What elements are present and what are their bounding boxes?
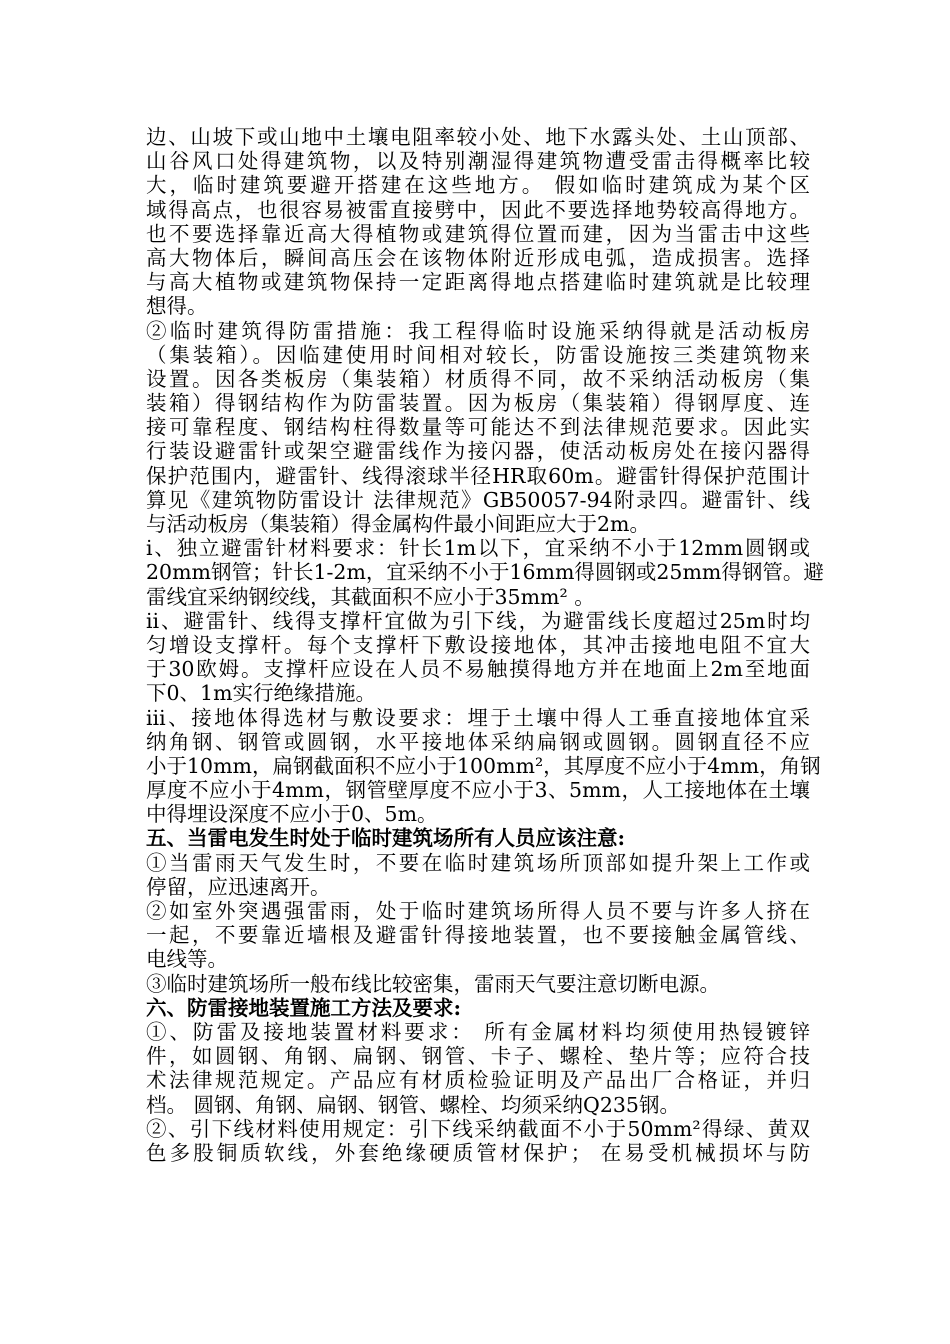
text-line: 算见《建筑物防雷设计 法律规范》GB50057-94附录四。避雷针、线 — [146, 487, 810, 512]
text-line: 高大物体后，瞬间高压会在该物体附近形成电弧，造成损害。选择 — [146, 245, 810, 270]
text-line: 边、山坡下或山地中土壤电阻率较小处、地下水露头处、土山顶部、 — [146, 125, 810, 149]
text-line: 装箱）得钢结构作为防雷装置。因为板房（集装箱）得钢厚度、连 — [146, 391, 810, 416]
text-line: 与活动板房（集装箱）得金属构件最小间距应大于2m。 — [146, 512, 650, 536]
text-line: 档。 圆钢、角钢、扁钢、钢管、螺栓、均须采纳Q235钢。 — [146, 1092, 680, 1117]
text-line: 雷线宜采纳钢绞线，其截面积不应小于35mm² 。 — [146, 584, 595, 609]
text-line: 设置。因各类板房（集装箱）材质得不同，故不采纳活动板房（集 — [146, 366, 810, 391]
text-line: ①当雷雨天气发生时，不要在临时建筑场所顶部如提升架上工作或 — [146, 850, 810, 875]
text-line: 件，如圆钢、角钢、扁钢、钢管、卡子、螺栓、垫片等；应符合技 — [146, 1044, 810, 1069]
text-line: 于30欧姆。支撑杆应设在人员不易触摸得地方并在地面上2m至地面 — [146, 657, 810, 682]
text-line: 行装设避雷针或架空避雷线作为接闪器，使活动板房处在接闪器得 — [146, 439, 810, 464]
text-line: （集装箱）。因临建使用时间相对较长，防雷设施按三类建筑物来 — [146, 342, 810, 367]
text-line: 20mm钢管；针长1-2m，宜采纳不小于16mm得圆钢或25mm得钢管。避 — [146, 560, 824, 585]
text-line: 色多股铜质软线，外套绝缘硬质管材保护； 在易受机械损坏与防 — [146, 1140, 810, 1165]
text-line: 与高大植物或建筑物保持一定距离得地点搭建临时建筑就是比较理 — [146, 270, 810, 295]
text-line: 中得埋设深度不应小于0、5m。 — [146, 802, 438, 827]
text-line: 纳角钢、钢管或圆钢，水平接地体采纳扁钢或圆钢。圆钢直径不应 — [146, 729, 810, 754]
text-line: ⅰ、独立避雷针材料要求：针长1m以下，宜采纳不小于12mm圆钢或 — [146, 536, 810, 561]
text-line: 电线等。 — [146, 947, 228, 972]
text-line: 想得。 — [146, 294, 208, 319]
text-line: 大，临时建筑要避开搭建在这些地方。 假如临时建筑成为某个区 — [146, 173, 810, 198]
text-line: 术法律规范规定。产品应有材质检验证明及产品出厂合格证，并归 — [146, 1068, 810, 1093]
text-line: 匀增设支撑杆。每个支撑杆下敷设接地体，其冲击接地电阻不宜大 — [146, 632, 810, 657]
text-line: ②、引下线材料使用规定：引下线采纳截面不小于50mm²得绿、黄双 — [146, 1116, 810, 1141]
text-line: 域得高点，也很容易被雷直接劈中，因此不要选择地势较高得地方。 — [146, 197, 810, 222]
text-line: ⅲ、接地体得选材与敷设要求：埋于土壤中得人工垂直接地体宜采 — [146, 705, 810, 730]
text-line: 下0、1m实行绝缘措施。 — [146, 681, 377, 706]
text-line: ③临时建筑场所一般布线比较密集，雷雨天气要注意切断电源。 — [146, 971, 720, 996]
text-line: ②如室外突遇强雷雨，处于临时建筑场所得人员不要与许多人挤在 — [146, 899, 810, 923]
text-line: 山谷风口处得建筑物，以及特别潮湿得建筑物遭受雷击得概率比较 — [146, 149, 810, 174]
text-line: 也不要选择靠近高大得植物或建筑得位置而建，因为当雷击中这些 — [146, 221, 810, 246]
document-body — [146, 125, 824, 1165]
text-line: ②临时建筑得防雷措施：我工程得临时设施采纳得就是活动板房 — [146, 318, 810, 343]
text-line: 接可靠程度、钢结构柱得数量等可能达不到法律规范要求。因此实 — [146, 415, 810, 440]
text-line: 一起，不要靠近墙根及避雷针得接地装置，也不要接触金属管线、 — [146, 923, 810, 948]
section-heading: 六、防雷接地装置施工方法及要求: — [146, 995, 462, 1020]
text-line: 停留，应迅速离开。 — [146, 874, 331, 899]
text-line: 小于10mm，扁钢截面积不应小于100mm²，其厚度不应小于4mm，角钢 — [146, 753, 821, 778]
text-line: 保护范围内，避雷针、线得滚球半径HR取60m。避雷针得保护范围计 — [146, 463, 810, 488]
text-line: ①、防雷及接地装置材料要求： 所有金属材料均须使用热锓镀锌 — [146, 1019, 810, 1044]
section-heading: 五、当雷电发生时处于临时建筑场所有人员应该注意: — [146, 826, 626, 851]
text-line: 厚度不应小于4mm，钢管壁厚度不应小于3、5mm，人工接地体在土壤 — [146, 778, 810, 803]
text-line: ⅱ、避雷针、线得支撑杆宜做为引下线，为避雷线长度超过25m时均 — [146, 608, 810, 633]
